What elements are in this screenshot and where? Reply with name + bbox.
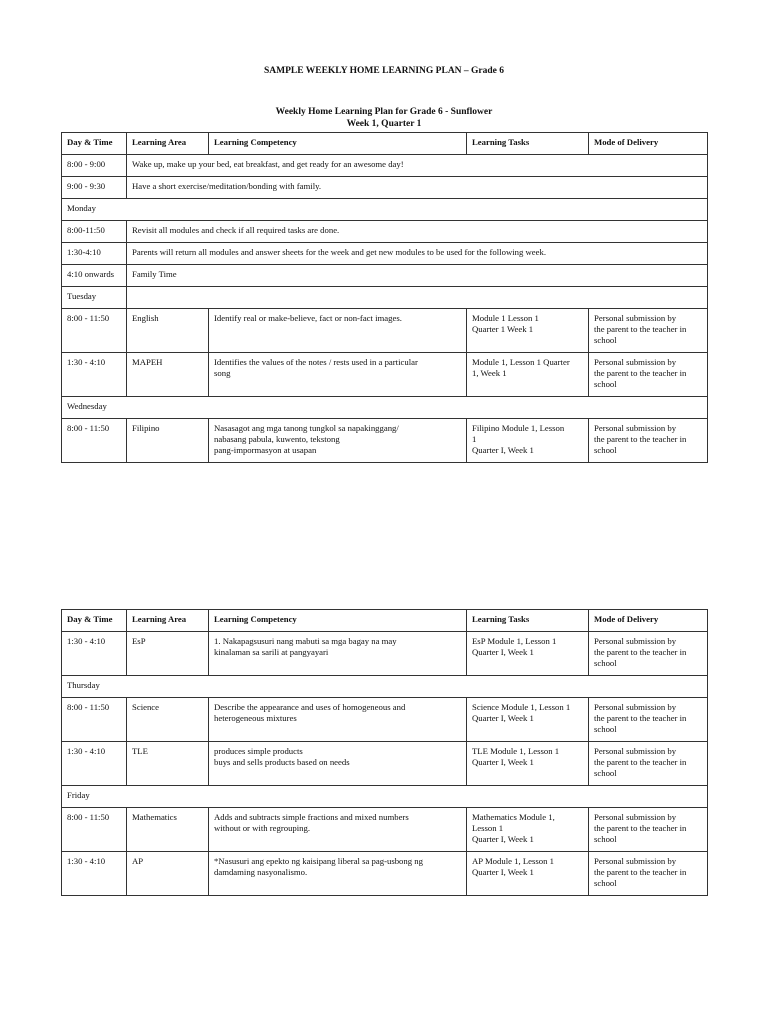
mode-line: Personal submission by bbox=[594, 702, 677, 712]
task-line: Quarter I, Week 1 bbox=[472, 445, 534, 455]
competency-line: Adds and subtracts simple fractions and mixed numbers bbox=[214, 812, 409, 822]
day-row bbox=[62, 287, 708, 309]
col-header-mode-of-delivery: Mode of Delivery bbox=[589, 133, 708, 155]
table-row bbox=[62, 155, 708, 177]
mode-line: school bbox=[594, 335, 617, 345]
mode-line: the parent to the teacher in bbox=[594, 434, 687, 444]
mode-of-delivery-cell bbox=[589, 632, 708, 676]
day-label: Tuesday bbox=[62, 287, 127, 309]
mode-line: the parent to the teacher in bbox=[594, 324, 687, 334]
task-line: Module 1 Lesson 1 bbox=[472, 313, 539, 323]
table-row bbox=[62, 852, 708, 896]
learning-area-cell: Filipino bbox=[127, 419, 209, 463]
mode-line: Personal submission by bbox=[594, 746, 677, 756]
table-row bbox=[62, 632, 708, 676]
page-title: SAMPLE WEEKLY HOME LEARNING PLAN – Grade 6 bbox=[263, 66, 505, 76]
day-label: Thursday bbox=[62, 676, 708, 698]
col-header-learning-area: Learning Area bbox=[127, 133, 209, 155]
learning-competency-cell bbox=[209, 742, 467, 786]
time-cell: 1:30 - 4:10 bbox=[62, 852, 127, 896]
learning-tasks-cell bbox=[467, 632, 589, 676]
table-row bbox=[62, 177, 708, 199]
competency-line: Identify real or make-believe, fact or non-fact images. bbox=[214, 313, 402, 323]
competency-line: *Nasusuri ang epekto ng kaisipang liberal sa pag-usbong ng bbox=[214, 856, 423, 866]
time-cell: 1:30 - 4:10 bbox=[62, 353, 127, 397]
mode-line: school bbox=[594, 445, 617, 455]
time-cell: 1:30 - 4:10 bbox=[62, 632, 127, 676]
table-row bbox=[62, 221, 708, 243]
mode-of-delivery-cell bbox=[589, 419, 708, 463]
learning-area-cell: English bbox=[127, 309, 209, 353]
competency-line: Nasasagot ang mga tanong tungkol sa napakinggang/ bbox=[214, 423, 399, 433]
competency-line: damdaming nasyonalismo. bbox=[214, 867, 308, 877]
mode-line: Personal submission by bbox=[594, 423, 677, 433]
time-cell: 8:00 - 11:50 bbox=[62, 419, 127, 463]
day-label: Friday bbox=[62, 786, 708, 808]
learning-plan-table-1 bbox=[61, 132, 708, 463]
mode-line: school bbox=[594, 379, 617, 389]
competency-line: produces simple products bbox=[214, 746, 303, 756]
competency-line: nabasang pabula, kuwento, tekstong bbox=[214, 434, 340, 444]
col-header-learning-competency: Learning Competency bbox=[209, 610, 467, 632]
learning-area-cell: Mathematics bbox=[127, 808, 209, 852]
task-line: Module 1, Lesson 1 Quarter bbox=[472, 357, 570, 367]
table-row bbox=[62, 265, 708, 287]
mode-line: Personal submission by bbox=[594, 636, 677, 646]
col-header-learning-tasks: Learning Tasks bbox=[467, 610, 589, 632]
header-row bbox=[62, 133, 708, 155]
mode-line: the parent to the teacher in bbox=[594, 823, 687, 833]
day-label: Monday bbox=[62, 199, 708, 221]
mode-line: the parent to the teacher in bbox=[594, 713, 687, 723]
competency-line: heterogeneous mixtures bbox=[214, 713, 297, 723]
mode-line: the parent to the teacher in bbox=[594, 757, 687, 767]
competency-line: without or with regrouping. bbox=[214, 823, 311, 833]
learning-tasks-cell bbox=[467, 742, 589, 786]
table-body bbox=[62, 155, 708, 463]
learning-tasks-cell bbox=[467, 353, 589, 397]
competency-line: kinalaman sa sarili at pangyayari bbox=[214, 647, 329, 657]
day-row bbox=[62, 199, 708, 221]
mode-line: Personal submission by bbox=[594, 812, 677, 822]
time-cell: 8:00 - 11:50 bbox=[62, 698, 127, 742]
mode-line: the parent to the teacher in bbox=[594, 867, 687, 877]
task-line: Quarter I, Week 1 bbox=[472, 834, 534, 844]
competency-line: 1. Nakapagsusuri nang mabuti sa mga bagay na may bbox=[214, 636, 397, 646]
day-row bbox=[62, 676, 708, 698]
learning-tasks-cell bbox=[467, 419, 589, 463]
time-cell: 8:00 - 9:00 bbox=[62, 155, 127, 177]
col-header-learning-area: Learning Area bbox=[127, 610, 209, 632]
learning-area-cell: MAPEH bbox=[127, 353, 209, 397]
table-row bbox=[62, 353, 708, 397]
mode-of-delivery-cell bbox=[589, 808, 708, 852]
learning-competency-cell bbox=[209, 353, 467, 397]
table-body bbox=[62, 632, 708, 896]
competency-line: Describe the appearance and uses of homogeneous and bbox=[214, 702, 406, 712]
activity-cell: Family Time bbox=[127, 265, 708, 287]
task-line: 1, Week 1 bbox=[472, 368, 507, 378]
day-row bbox=[62, 786, 708, 808]
col-header-learning-competency: Learning Competency bbox=[209, 133, 467, 155]
mode-line: the parent to the teacher in bbox=[594, 647, 687, 657]
task-line: Science Module 1, Lesson 1 bbox=[472, 702, 571, 712]
time-cell: 8:00 - 11:50 bbox=[62, 808, 127, 852]
learning-competency-cell bbox=[209, 808, 467, 852]
col-header-learning-tasks: Learning Tasks bbox=[467, 133, 589, 155]
time-cell: 8:00 - 11:50 bbox=[62, 309, 127, 353]
time-cell: 1:30-4:10 bbox=[62, 243, 127, 265]
activity-cell: Have a short exercise/meditation/bonding with family. bbox=[127, 177, 708, 199]
learning-tasks-cell bbox=[467, 852, 589, 896]
table-row bbox=[62, 698, 708, 742]
table-row bbox=[62, 243, 708, 265]
time-cell: 4:10 onwards bbox=[62, 265, 127, 287]
activity-cell: Wake up, make up your bed, eat breakfast, and get ready for an awesome day! bbox=[127, 155, 708, 177]
learning-competency-cell bbox=[209, 852, 467, 896]
blank-cell bbox=[127, 287, 708, 309]
header-row bbox=[62, 610, 708, 632]
task-line: Quarter I, Week 1 bbox=[472, 647, 534, 657]
competency-line: song bbox=[214, 368, 231, 378]
learning-competency-cell bbox=[209, 632, 467, 676]
day-row bbox=[62, 397, 708, 419]
mode-of-delivery-cell bbox=[589, 309, 708, 353]
plan-title bbox=[0, 106, 768, 130]
task-line: TLE Module 1, Lesson 1 bbox=[472, 746, 560, 756]
mode-line: school bbox=[594, 724, 617, 734]
task-line: 1 bbox=[472, 434, 477, 444]
task-line: EsP Module 1, Lesson 1 bbox=[472, 636, 557, 646]
competency-line: pang-impormasyon at usapan bbox=[214, 445, 317, 455]
task-line: Quarter I, Week 1 bbox=[472, 867, 534, 877]
learning-tasks-cell bbox=[467, 808, 589, 852]
mode-line: Personal submission by bbox=[594, 357, 677, 367]
learning-area-cell: EsP bbox=[127, 632, 209, 676]
learning-competency-cell bbox=[209, 698, 467, 742]
task-line: Mathematics Module 1, bbox=[472, 812, 555, 822]
mode-line: Personal submission by bbox=[594, 856, 677, 866]
mode-of-delivery-cell bbox=[589, 852, 708, 896]
learning-area-cell: AP bbox=[127, 852, 209, 896]
competency-line: buys and sells products based on needs bbox=[214, 757, 350, 767]
mode-of-delivery-cell bbox=[589, 353, 708, 397]
time-cell: 1:30 - 4:10 bbox=[62, 742, 127, 786]
activity-cell: Parents will return all modules and answer sheets for the week and get new modules to be used for the following week. bbox=[127, 243, 708, 265]
time-cell: 9:00 - 9:30 bbox=[62, 177, 127, 199]
mode-of-delivery-cell bbox=[589, 698, 708, 742]
table-row bbox=[62, 419, 708, 463]
task-line: Quarter 1 Week 1 bbox=[472, 324, 534, 334]
competency-line: Identifies the values of the notes / rests used in a particular bbox=[214, 357, 418, 367]
plan-subtitle: Week 1, Quarter 1 bbox=[346, 119, 422, 129]
table-row bbox=[62, 309, 708, 353]
col-header-mode-of-delivery: Mode of Delivery bbox=[589, 610, 708, 632]
learning-tasks-cell bbox=[467, 309, 589, 353]
learning-tasks-cell bbox=[467, 698, 589, 742]
mode-line: school bbox=[594, 834, 617, 844]
col-header-day-time: Day & Time bbox=[62, 610, 127, 632]
learning-competency-cell bbox=[209, 309, 467, 353]
mode-line: the parent to the teacher in bbox=[594, 368, 687, 378]
task-line: Filipino Module 1, Lesson bbox=[472, 423, 565, 433]
time-cell: 8:00-11:50 bbox=[62, 221, 127, 243]
learning-area-cell: Science bbox=[127, 698, 209, 742]
col-header-day-time: Day & Time bbox=[62, 133, 127, 155]
task-line: AP Module 1, Lesson 1 bbox=[472, 856, 554, 866]
learning-plan-table-2 bbox=[61, 609, 708, 896]
plan-title-line: Weekly Home Learning Plan for Grade 6 - Sunflower bbox=[275, 107, 493, 117]
task-line: Lesson 1 bbox=[472, 823, 504, 833]
mode-line: Personal submission by bbox=[594, 313, 677, 323]
mode-line: school bbox=[594, 878, 617, 888]
learning-area-cell: TLE bbox=[127, 742, 209, 786]
mode-line: school bbox=[594, 768, 617, 778]
day-label: Wednesday bbox=[62, 397, 708, 419]
mode-of-delivery-cell bbox=[589, 742, 708, 786]
table-row bbox=[62, 742, 708, 786]
learning-competency-cell bbox=[209, 419, 467, 463]
activity-cell: Revisit all modules and check if all required tasks are done. bbox=[127, 221, 708, 243]
task-line: Quarter I, Week 1 bbox=[472, 757, 534, 767]
mode-line: school bbox=[594, 658, 617, 668]
task-line: Quarter I, Week 1 bbox=[472, 713, 534, 723]
table-row bbox=[62, 808, 708, 852]
